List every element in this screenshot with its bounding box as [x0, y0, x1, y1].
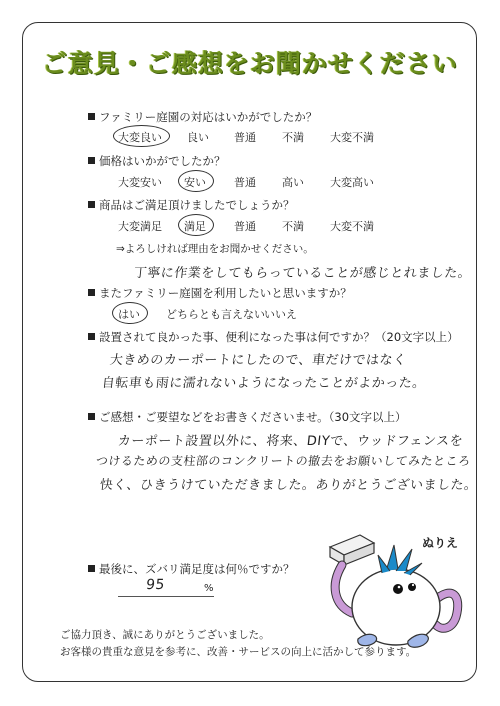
option-q3-2[interactable]: 普通	[234, 220, 256, 233]
percent-unit: %	[204, 583, 214, 594]
option-q1-2[interactable]: 普通	[234, 131, 256, 144]
option-q1-3[interactable]: 不満	[282, 131, 304, 144]
footer-thanks: ご協力頂き、誠にありがとうございました。	[60, 629, 270, 641]
reason-answer: 丁寧に作業をしてもらっていることが感じとれました。	[133, 266, 473, 281]
comments-answer-line-2: つけるための支柱部のコンクリートの撤去をお願いしてみたところ	[95, 454, 472, 468]
bullet-square-icon	[88, 157, 95, 164]
benefits-answer-line-2: 自転車も雨に濡れないようになったことがよかった。	[101, 376, 427, 391]
bullet-square-icon	[88, 333, 95, 340]
page-title: ご意見・ご感想をお聞かせください	[41, 49, 458, 78]
mascot-hair-icon	[378, 545, 422, 575]
comments-answer-line-1: カーポート設置以外に、将来、DIYで、ウッドフェンスを	[117, 434, 464, 449]
option-q3-3[interactable]: 不満	[282, 220, 304, 233]
option-q3-1[interactable]: 満足	[184, 220, 206, 233]
question-product: 商品はご満足頂けましたでしょうか？	[88, 197, 295, 213]
option-q1-4[interactable]: 大変不満	[330, 131, 374, 144]
option-q2-1[interactable]: 安い	[184, 176, 206, 189]
option-q1-0[interactable]: 大変良い	[118, 131, 162, 144]
comments-answer-line-3: 快く、ひきうけていただきました。ありがとうございました。	[99, 478, 479, 493]
satisfaction-underline	[118, 596, 214, 597]
coloring-label: ぬりえ	[422, 536, 459, 550]
question-price: 価格はいかがでしたか？	[88, 153, 226, 169]
question-service: ファミリー庭園の対応はいかがでしたか？	[88, 109, 317, 125]
footer-note: お客様の貴重な意見を参考に、改善・サービスの向上に活かして参ります。	[60, 646, 417, 658]
option-q2-0[interactable]: 大変安い	[118, 176, 162, 189]
bullet-square-icon	[88, 113, 95, 120]
mascot-body	[352, 569, 440, 645]
option-q3-0[interactable]: 大変満足	[118, 220, 162, 233]
question-reuse: またファミリー庭園を利用したいと思いますか？	[88, 285, 352, 301]
option-q2-2[interactable]: 普通	[234, 176, 256, 189]
held-block-icon	[330, 535, 374, 565]
benefits-answer-line-1: 大きめのカーポートにしたので、車だけではなく	[109, 353, 408, 368]
bullet-square-icon	[88, 565, 95, 572]
option-q4-2[interactable]: いいえ	[264, 308, 297, 321]
question-benefits: 設置されて良かった事、便利になった事は何ですか？（20文字以上）	[88, 329, 459, 345]
option-q2-3[interactable]: 高い	[282, 176, 304, 189]
reason-prompt: ⇒よろしければ理由をお聞かせください。	[116, 243, 314, 255]
option-q1-1[interactable]: 良い	[187, 131, 209, 144]
mascot-illustration	[312, 525, 477, 660]
bullet-square-icon	[88, 289, 95, 296]
option-q2-4[interactable]: 大変高い	[330, 176, 374, 189]
option-q4-0[interactable]: はい	[118, 308, 140, 321]
question-satisfaction: 最後に、ズバリ満足度は何％ですか？	[88, 561, 295, 577]
bullet-square-icon	[88, 201, 95, 208]
mascot-eye-icon	[408, 583, 416, 591]
bullet-square-icon	[88, 413, 95, 420]
option-q3-4[interactable]: 大変不満	[330, 220, 374, 233]
question-comments: ご感想・ご要望などをお書きくださいませ。（30文字以上）	[88, 409, 407, 425]
option-q4-1[interactable]: どちらとも言えない	[166, 308, 265, 321]
mascot-eye-icon	[393, 584, 403, 594]
satisfaction-value[interactable]: 95	[145, 577, 166, 593]
